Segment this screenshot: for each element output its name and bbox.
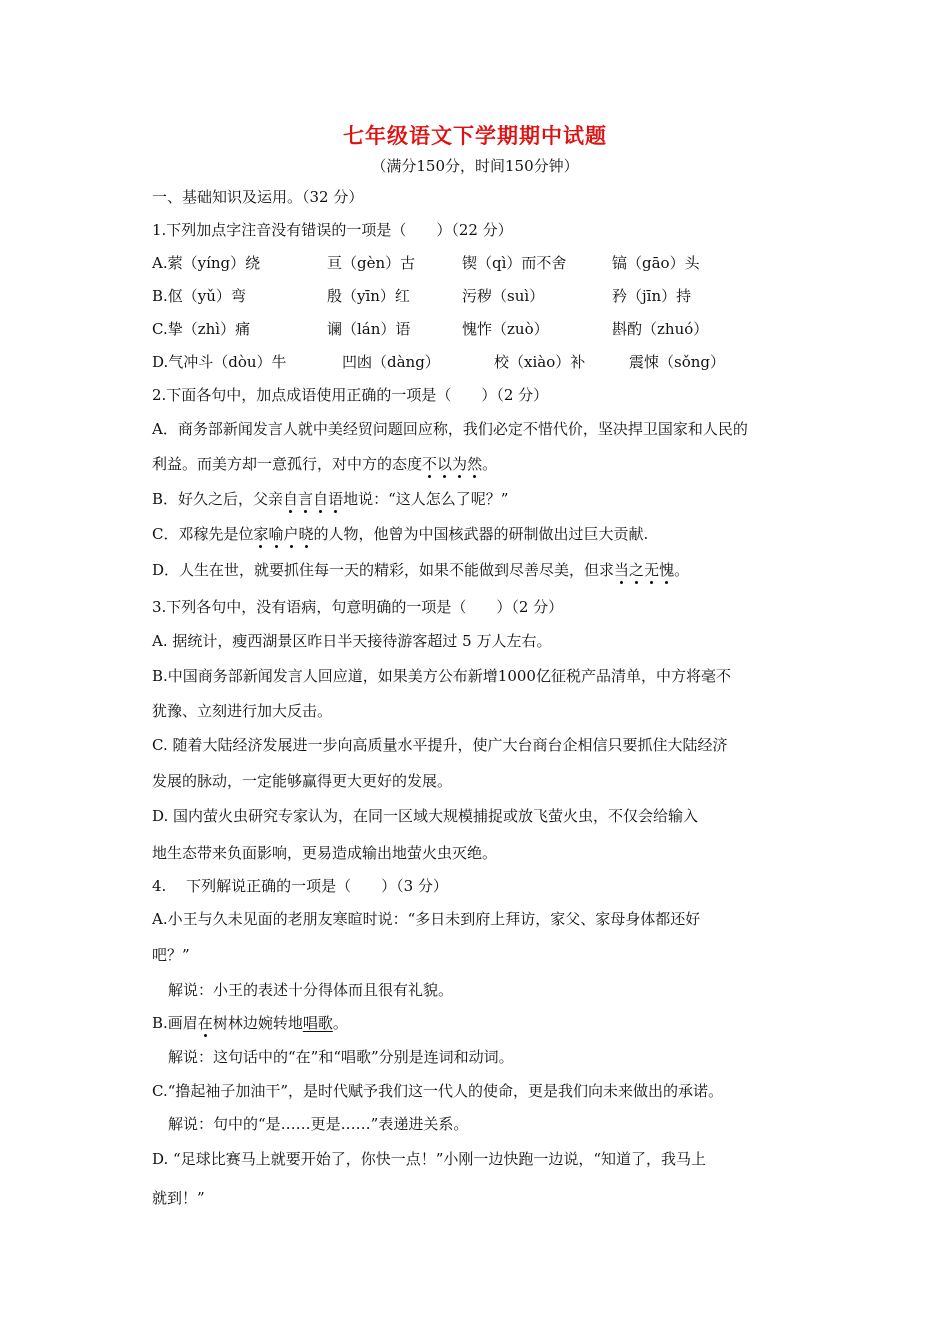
q2-stem: 2.下面各句中，加点成语使用正确的一项是（ ）（2 分） bbox=[152, 386, 549, 404]
q1-option-a bbox=[152, 253, 700, 273]
q4-option-d-line2: 就到！” bbox=[152, 1189, 205, 1207]
q3-option-c-line1: C. 随着大陆经济发展进一步向高质量水平提升，使广大台商台企相信只要抓住大陆经济 bbox=[152, 736, 728, 754]
q2-b-end: 地说：“这人怎么了呢？” bbox=[343, 490, 509, 508]
q2-d-text: D．人生在世，就要抓住每一天的精彩，如果不能做到尽善尽美，但求 bbox=[152, 561, 615, 579]
q3-option-d-line2: 地生态带来负面影响，更易造成输出地萤火虫灭绝。 bbox=[152, 844, 498, 862]
q3-option-c-line2: 发展的脉动，一定能够赢得更大更好的发展。 bbox=[152, 772, 453, 790]
q1-option-d bbox=[152, 352, 725, 372]
page-title: 七年级语文下学期期中试题 bbox=[343, 123, 607, 148]
q4-b-end: 。 bbox=[332, 1014, 348, 1032]
q1-a-3: 锲（qì）而不舍 bbox=[462, 254, 567, 272]
q4-option-c-line1: C.“撸起袖子加油干”，是时代赋予我们这一代人的使命，更是我们向未来做出的承诺。 bbox=[152, 1082, 724, 1100]
q4-stem: 4. 下列解说正确的一项是（ ）（3 分） bbox=[152, 877, 448, 895]
q2-c-end: 的人物，他曾为中国核武器的研制做出过巨大贡献. bbox=[313, 525, 649, 543]
q1-a-2: 亘（gèn）古 bbox=[327, 254, 416, 272]
q4-option-d-line1: D. “足球比赛马上就要开始了，你快一点！”小刚一边快跑一边说，“知道了，我马上 bbox=[152, 1150, 707, 1168]
q4-b-text: B.画眉 bbox=[152, 1014, 198, 1032]
q1-c-3: 愧怍（zuò） bbox=[462, 320, 549, 338]
q1-b-3: 污秽（suì） bbox=[462, 287, 545, 305]
q1-c-1: C.挚（zhì）痛 bbox=[152, 320, 251, 338]
q1-stem: 1.下列加点字注音没有错误的一项是（ ）（22 分） bbox=[152, 221, 513, 239]
q4-option-b-line1 bbox=[152, 1013, 348, 1033]
q1-a-1: A.萦（yíng）绕 bbox=[152, 254, 261, 272]
page-subtitle: （满分150分，时间150分钟） bbox=[371, 157, 579, 175]
q3-stem: 3.下列各句中，没有语病，句意明确的一项是（ ）（2 分） bbox=[152, 598, 564, 616]
q1-b-2: 殷（yīn）红 bbox=[327, 287, 410, 305]
q2-a-text: 利益。而美方却一意孤行，对中方的态度 bbox=[152, 455, 423, 473]
dotted-idiom: 自言自语 bbox=[283, 490, 344, 508]
q4-option-c-explain: 解说：句中的“是……更是……”表递进关系。 bbox=[168, 1115, 469, 1133]
dotted-idiom: 当之无愧 bbox=[614, 561, 675, 579]
q2-a-end: 。 bbox=[482, 455, 498, 473]
q1-b-1: B.伛（yǔ）弯 bbox=[152, 287, 246, 305]
dotted-idiom: 不以为然 bbox=[422, 455, 483, 473]
q1-option-c bbox=[152, 319, 708, 339]
q2-option-a-line1: A．商务部新闻发言人就中美经贸问题回应称，我们必定不惜代价，坚决捍卫国家和人民的 bbox=[152, 420, 748, 438]
q2-option-d bbox=[152, 560, 689, 580]
q2-d-end: 。 bbox=[674, 561, 690, 579]
q1-d-3: 校（xiào）补 bbox=[494, 353, 586, 371]
q4-option-a-line2: 吧？” bbox=[152, 946, 190, 964]
q4-b-mid: 树林边婉转地 bbox=[212, 1014, 303, 1032]
q1-d-4: 震悚（sǒng） bbox=[629, 353, 725, 371]
q2-c-text: C．邓稼先是位 bbox=[152, 525, 254, 543]
q1-d-2: 凹凼（dàng） bbox=[342, 353, 440, 371]
section-heading: 一、基础知识及运用。（32 分） bbox=[152, 188, 364, 206]
q1-c-4: 斟酌（zhuó） bbox=[612, 320, 709, 338]
q3-option-b-line1: B.中国商务部新闻发言人回应道，如果美方公布新增1000亿征税产品清单，中方将毫不 bbox=[152, 667, 731, 685]
q1-b-4: 矜（jīn）持 bbox=[612, 287, 692, 305]
q2-option-a-line2 bbox=[152, 454, 497, 474]
q1-d-1: D.气冲斗（dòu）牛 bbox=[152, 353, 287, 371]
q3-option-d-line1: D. 国内萤火虫研究专家认为，在同一区域大规模捕捉或放飞萤火虫，不仅会给输入 bbox=[152, 807, 699, 825]
underlined-word: 唱歌 bbox=[302, 1014, 333, 1032]
q4-option-b-explain: 解说：这句话中的“在”和“唱歌”分别是连词和动词。 bbox=[168, 1048, 514, 1066]
q4-option-a-line1: A.小王与久未见面的老朋友寒暄时说：“多日未到府上拜访，家父、家母身体都还好 bbox=[152, 910, 701, 928]
q3-option-b-line2: 犹豫、立刻进行加大反击。 bbox=[152, 702, 333, 720]
q4-option-a-explain: 解说：小王的表述十分得体而且很有礼貌。 bbox=[168, 981, 454, 999]
dotted-idiom: 家喻户晓 bbox=[253, 525, 314, 543]
q2-option-c bbox=[152, 524, 648, 544]
q3-option-a: A. 据统计，瘦西湖景区昨日半天接待游客超过 5 万人左右。 bbox=[152, 632, 552, 650]
q2-b-text: B．好久之后，父亲 bbox=[152, 490, 284, 508]
q1-c-2: 谰（lán）语 bbox=[327, 320, 411, 338]
q1-a-4: 镐（gāo）头 bbox=[612, 254, 700, 272]
q2-option-b bbox=[152, 489, 508, 509]
dotted-word: 在 bbox=[197, 1014, 213, 1032]
q1-option-b bbox=[152, 286, 691, 306]
